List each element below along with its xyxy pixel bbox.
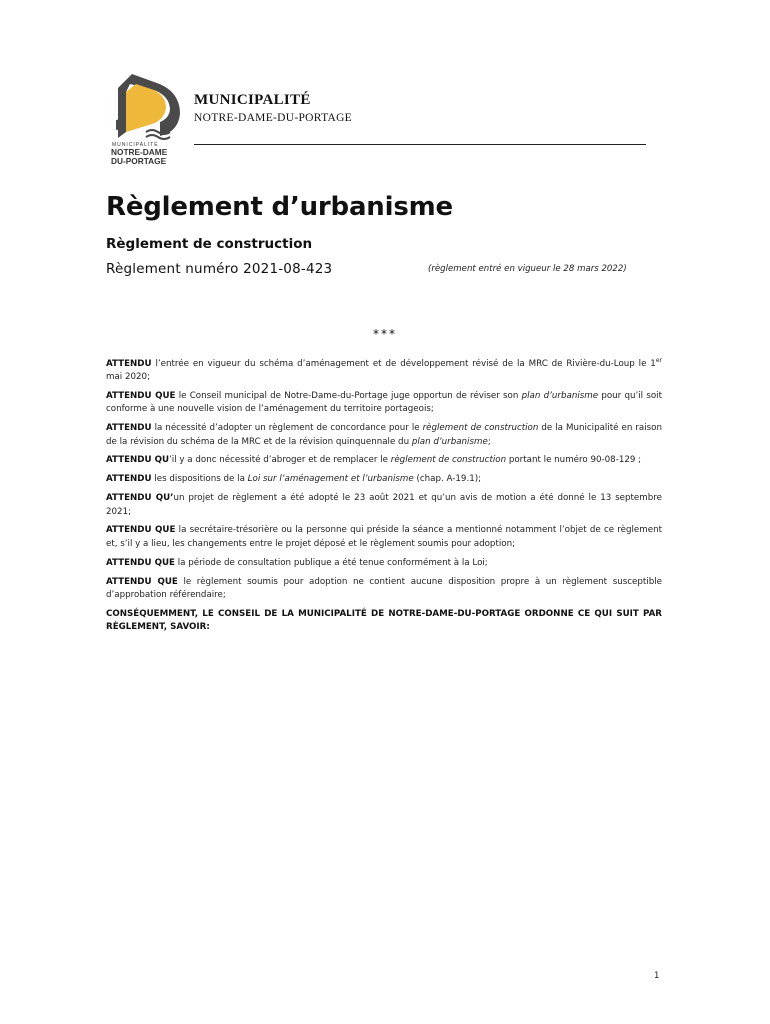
paragraph-italic: Loi sur l’aménagement et l’urbanisme — [247, 474, 414, 485]
paragraph-lead: ATTENDU QU — [106, 455, 170, 466]
document-title: Règlement d’urbanisme — [106, 192, 453, 222]
paragraph-6 — [106, 492, 662, 519]
paragraph-italic: règlement de construction — [390, 455, 507, 466]
document-subtitle: Règlement de construction — [106, 236, 313, 252]
ordinal-superscript: er — [655, 357, 662, 364]
paragraph-text: ’il y a donc nécessité d’abroger et de remplacer le — [169, 455, 391, 466]
paragraph-text: le Conseil municipal de Notre-Dame-du-Portage juge opportun de réviser son — [175, 391, 522, 402]
municipality-name: NOTRE-DAME-DU-PORTAGE — [194, 112, 353, 124]
paragraph-1 — [106, 354, 662, 384]
paragraph-text: mai 2020; — [106, 372, 150, 383]
paragraph-lead: ATTENDU QUE — [106, 525, 176, 536]
paragraph-lead: ATTENDU QU’ — [106, 493, 174, 504]
paragraph-text: pour qu’il soit conforme à une nouvelle vision de l’aménagement du territoire portageois; — [106, 391, 662, 415]
logo-small-text: MUNICIPALITÉ — [112, 142, 159, 148]
paragraph-4 — [106, 454, 662, 467]
header-divider — [194, 144, 646, 145]
paragraph-text: la période de consultation publique a été tenue conformément à la Loi; — [174, 557, 488, 568]
paragraph-text: un projet de règlement a été adopté le 23 août 2021 et qu’un avis de motion a été donné le 13 septembre 2021; — [106, 493, 662, 517]
paragraph-3 — [106, 422, 662, 449]
section-separator: *** — [373, 327, 397, 341]
paragraph-lead: ATTENDU — [106, 423, 152, 434]
paragraph-italic: plan d’urbanisme — [411, 436, 488, 447]
logo-caption — [106, 142, 186, 165]
paragraph-text: de la Municipalité en raison de la révision du schéma de la MRC et de la révision quinquennale du — [106, 423, 662, 447]
conclusion-paragraph: CONSÉQUEMMENT, LE CONSEIL DE LA MUNICIPALITÉ DE NOTRE-DAME-DU-PORTAGE ORDONNE CE QUI SUIT PAR RÈGLEMENT, SAVOIR: — [106, 608, 662, 632]
paragraph-lead: ATTENDU — [106, 474, 152, 485]
logo-name-line2: DU-PORTAGE — [111, 155, 167, 166]
paragraph-8 — [106, 557, 662, 570]
preamble-text — [106, 354, 662, 640]
paragraph-text: ; — [487, 436, 491, 447]
logo-name-line1: NOTRE-DAME — [111, 147, 168, 157]
paragraph-lead: ATTENDU QUE — [106, 557, 175, 568]
paragraph-lead: ATTENDU QUE — [106, 576, 178, 587]
regulation-number: Règlement numéro 2021-08-423 — [106, 261, 333, 277]
paragraph-text: la secrétaire-trésorière ou la personne qui préside la séance a mentionné notamment l’objet de ce règlement et, s’il y a lieu, les changements entre le projet déposé et le règlement soumis pour adoption; — [106, 525, 662, 549]
paragraph-text: la nécessité d’adopter un règlement de concordance pour le — [151, 423, 423, 434]
paragraph-lead: ATTENDU — [106, 358, 152, 369]
municipality-title: MUNICIPALITÉ — [194, 92, 311, 108]
paragraph-text: portant le numéro 90-08-129 ; — [506, 455, 642, 466]
paragraph-7 — [106, 524, 662, 551]
paragraph-italic: plan d’urbanisme — [521, 391, 599, 402]
paragraph-text: l’entrée en vigueur du schéma d’aménagement et de développement révisé de la MRC de Rivière-du-Loup le 1 — [151, 358, 656, 369]
paragraph-italic: règlement de construction — [422, 423, 539, 434]
page-number: 1 — [654, 971, 660, 981]
paragraph-text: le règlement soumis pour adoption ne contient aucune disposition propre à un règlement susceptible d’approbation référendaire; — [106, 576, 662, 600]
paragraph-2 — [106, 390, 662, 417]
paragraph-5 — [106, 473, 662, 486]
paragraph-lead: ATTENDU QUE — [106, 391, 176, 402]
regulation-effective-note: (règlement entré en vigueur le 28 mars 2022) — [428, 264, 627, 274]
paragraph-text: les dispositions de la — [151, 474, 248, 485]
paragraph-text: (chap. A-19.1); — [413, 474, 482, 485]
paragraph-9 — [106, 576, 662, 603]
